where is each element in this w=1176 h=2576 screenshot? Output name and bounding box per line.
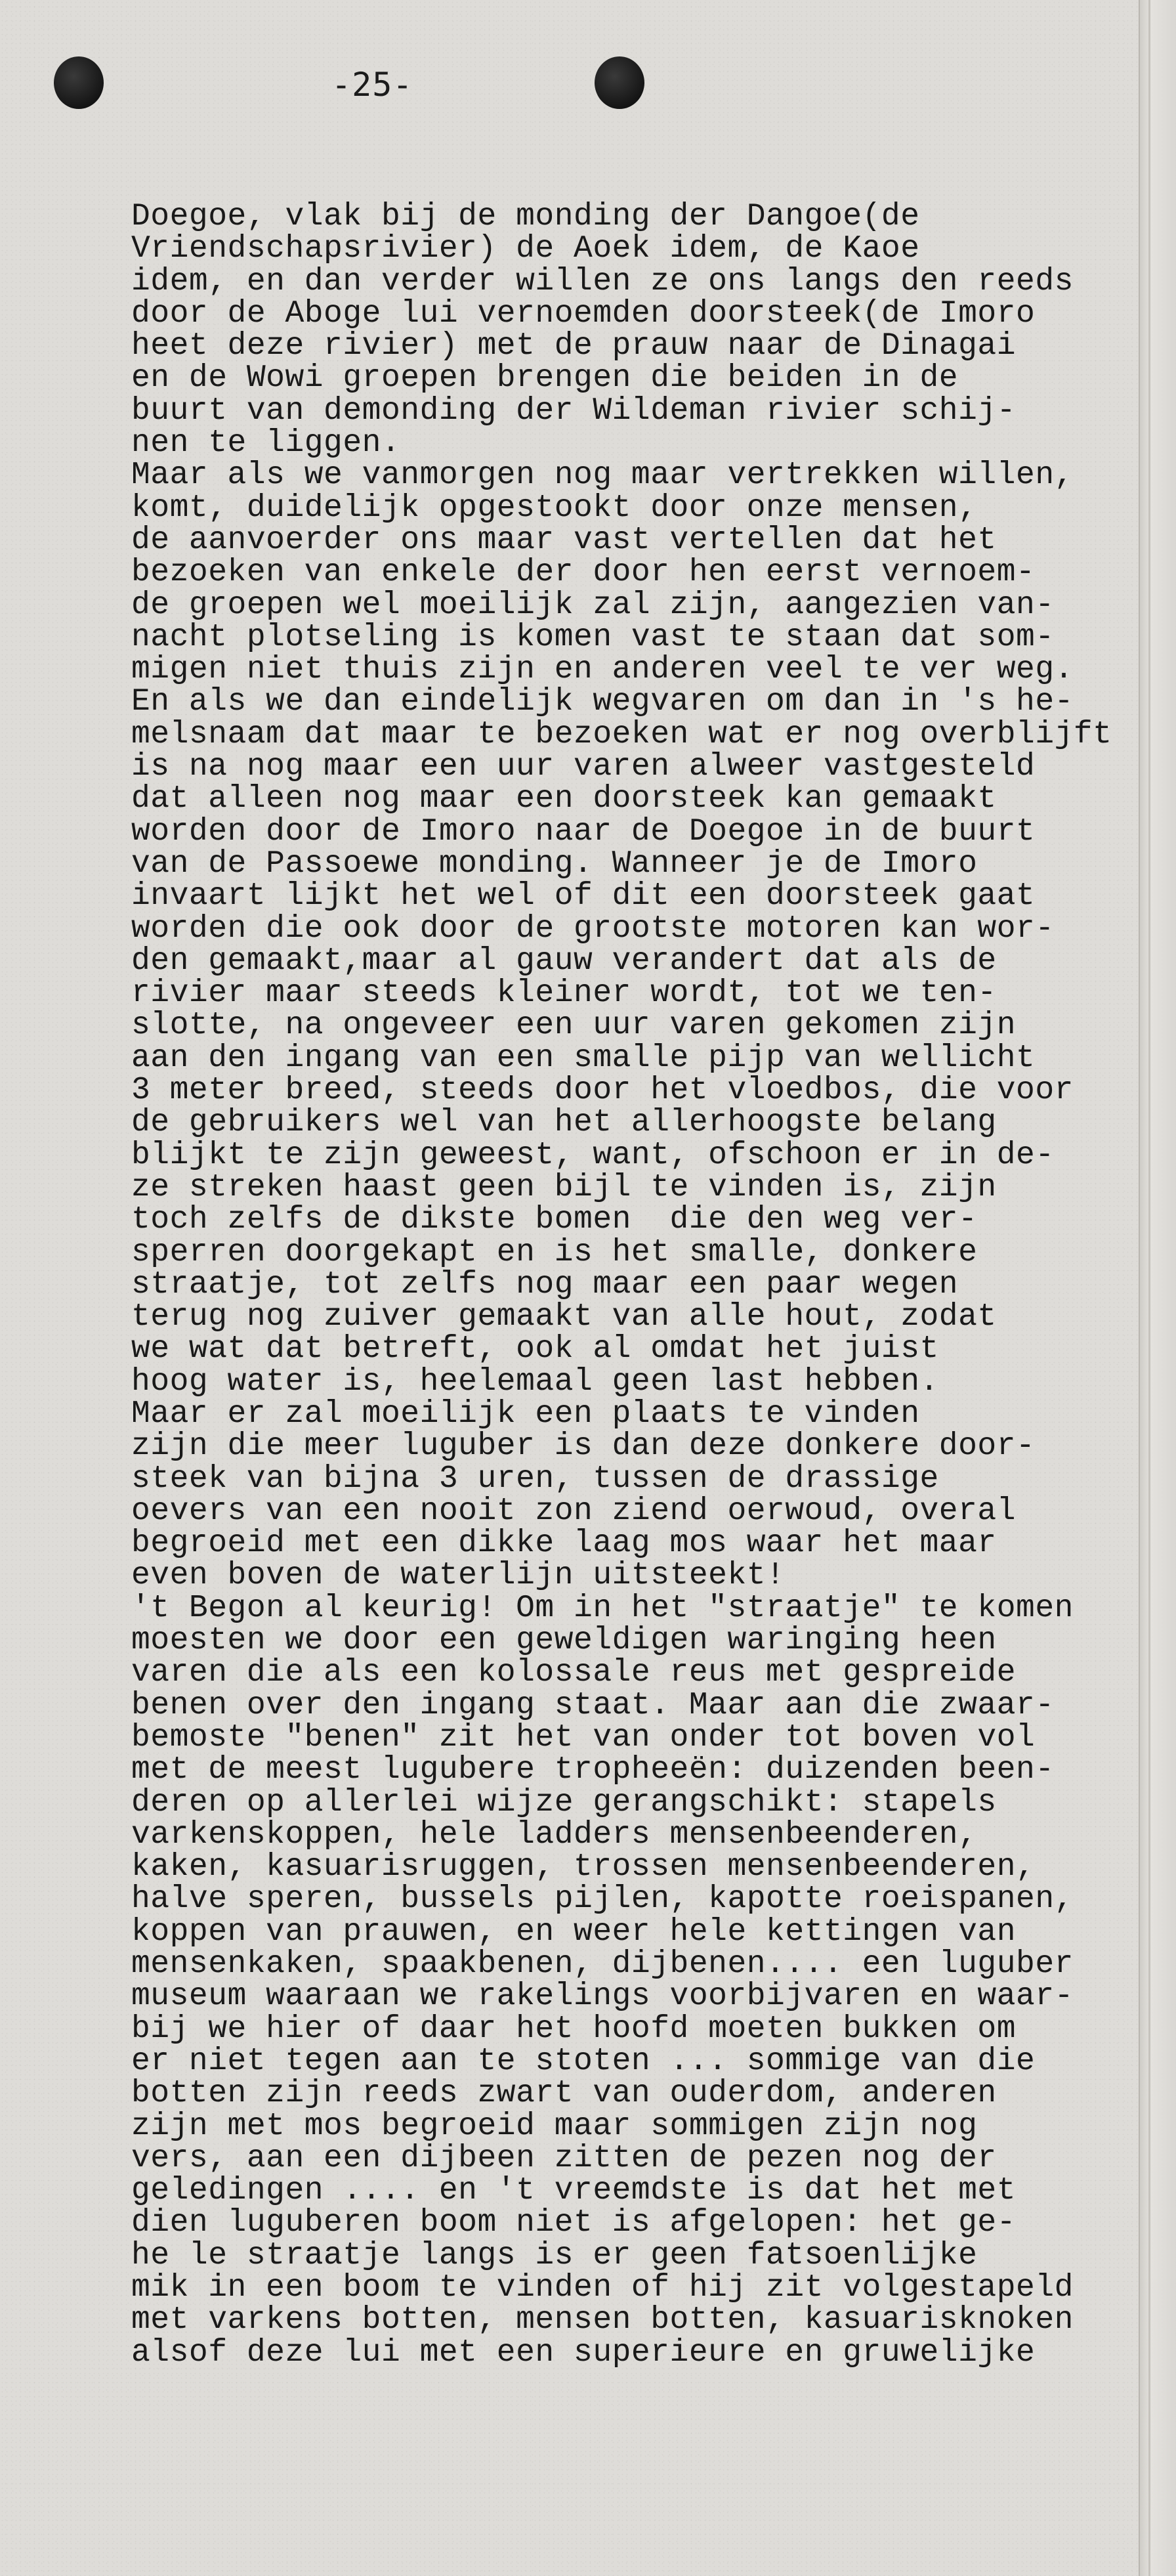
text-line: aan den ingang van een smalle pijp van wellicht xyxy=(131,1040,1036,1076)
text-line: rivier maar steeds kleiner wordt, tot we ten- xyxy=(131,976,997,1012)
text-line: Maar er zal moeilijk een plaats te vinden xyxy=(131,1396,920,1432)
text-line: terug nog zuiver gemaakt van alle hout, zodat xyxy=(131,1299,997,1335)
typewritten-text xyxy=(131,201,1116,2369)
text-line: dien luguberen boom niet is afgelopen: het ge- xyxy=(131,2205,1017,2241)
text-line: koppen van prauwen, en weer hele kettingen van xyxy=(131,1914,1017,1950)
text-line: 3 meter breed, steeds door het vloedbos, die voor xyxy=(131,1073,1074,1109)
text-line: nacht plotseling is komen vast te staan dat som- xyxy=(131,619,1055,655)
text-line: halve speren, bussels pijlen, kapotte roeispanen, xyxy=(131,1881,1074,1918)
text-line: bemoste "benen" zit het van onder tot boven vol xyxy=(131,1719,1036,1755)
text-line: de gebruikers wel van het allerhoogste belang xyxy=(131,1105,997,1141)
text-line: bij we hier of daar het hoofd moeten bukken om xyxy=(131,2011,1017,2047)
text-line: toch zelfs de dikste bomen die den weg ver- xyxy=(131,1202,978,1238)
text-line: buurt van demonding der Wildeman rivier schij- xyxy=(131,393,1017,429)
text-line: is na nog maar een uur varen alweer vastgesteld xyxy=(131,749,1036,785)
text-line: we wat dat betreft, ook al omdat het juist xyxy=(131,1331,939,1367)
text-line: deren op allerlei wijze gerangschikt: stapels xyxy=(131,1784,997,1820)
text-line: museum waaraan we rakelings voorbijvaren en waar- xyxy=(131,1979,1074,2015)
text-line: he le straatje langs is er geen fatsoenlijke xyxy=(131,2237,978,2273)
text-line: de aanvoerder ons maar vast vertellen dat het xyxy=(131,522,997,558)
text-line: vers, aan een dijbeen zitten de pezen nog der xyxy=(131,2140,997,2176)
text-line: Doegoe, vlak bij de monding der Dangoe(de xyxy=(131,199,920,234)
text-line: zijn met mos begroeid maar sommigen zijn nog xyxy=(131,2108,978,2144)
text-line: worden door de Imoro naar de Doegoe in de buurt xyxy=(131,813,1036,849)
text-line: komt, duidelijk opgestookt door onze mensen, xyxy=(131,490,978,526)
text-line: slotte, na ongeveer een uur varen gekomen zijn xyxy=(131,1008,1017,1044)
text-line: Vriendschapsrivier) de Aoek idem, de Kaoe xyxy=(131,231,920,267)
text-line: hoog water is, heelemaal geen last hebben. xyxy=(131,1363,939,1400)
text-line: melsnaam dat maar te bezoeken wat er nog overblijft xyxy=(131,716,1112,752)
punch-hole-right xyxy=(595,56,644,109)
text-line: blijkt te zijn geweest, want, ofschoon er in de- xyxy=(131,1137,1055,1173)
text-line: er niet tegen aan te stoten ... sommige van die xyxy=(131,2043,1036,2079)
text-line: straatje, tot zelfs nog maar een paar wegen xyxy=(131,1266,959,1302)
text-line: bezoeken van enkele der door hen eerst vernoem- xyxy=(131,555,1036,591)
text-line: botten zijn reeds zwart van ouderdom, anderen xyxy=(131,2076,997,2112)
text-line: en de Wowi groepen brengen die beiden in de xyxy=(131,360,959,397)
text-line: migen niet thuis zijn en anderen veel te ver weg. xyxy=(131,652,1074,688)
text-line: met varkens botten, mensen botten, kasuarisknoken xyxy=(131,2302,1074,2338)
text-line: idem, en dan verder willen ze ons langs den reeds xyxy=(131,263,1074,299)
text-line: benen over den ingang staat. Maar aan die zwaar- xyxy=(131,1687,1055,1723)
text-line: geledingen .... en 't vreemdste is dat het met xyxy=(131,2173,1017,2209)
text-line: den gemaakt,maar al gauw verandert dat als de xyxy=(131,943,997,979)
page-number: -25- xyxy=(331,66,413,104)
text-line: kaken, kasuarisruggen, trossen mensenbeenderen, xyxy=(131,1849,1036,1885)
text-line: nen te liggen. xyxy=(131,425,401,462)
page-edge xyxy=(1139,0,1176,2576)
text-line: alsof deze lui met een superieure en gruwelijke xyxy=(131,2334,1036,2371)
text-line: sperren doorgekapt en is het smalle, donkere xyxy=(131,1234,978,1270)
text-line: heet deze rivier) met de prauw naar de Dinagai xyxy=(131,328,1017,364)
text-line: moesten we door een geweldigen waringing heen xyxy=(131,1623,997,1659)
text-line: steek van bijna 3 uren, tussen de drassige xyxy=(131,1461,939,1497)
text-line: even boven de waterlijn uitsteekt! xyxy=(131,1558,786,1594)
text-line: zijn die meer luguber is dan deze donkere door- xyxy=(131,1428,1036,1465)
text-line: van de Passoewe monding. Wanneer je de Imoro xyxy=(131,846,978,882)
punch-hole-left xyxy=(54,56,104,109)
text-line: met de meest lugubere tropheeën: duizenden been- xyxy=(131,1752,1055,1788)
text-line: ze streken haast geen bijl te vinden is, zijn xyxy=(131,1169,997,1205)
text-line: dat alleen nog maar een doorsteek kan gemaakt xyxy=(131,781,997,817)
text-line: mik in een boom te vinden of hij zit volgestapeld xyxy=(131,2270,1074,2306)
text-line: 't Begon al keurig! Om in het "straatje" te komen xyxy=(131,1590,1074,1626)
text-line: varkenskoppen, hele ladders mensenbeenderen, xyxy=(131,1816,978,1853)
text-line: En als we dan eindelijk wegvaren om dan in 's he- xyxy=(131,684,1074,720)
text-line: de groepen wel moeilijk zal zijn, aangezien van- xyxy=(131,587,1055,623)
text-line: varen die als een kolossale reus met gespreide xyxy=(131,1655,1017,1691)
page-edge-line xyxy=(1148,0,1150,2576)
text-line: Maar als we vanmorgen nog maar vertrekken willen, xyxy=(131,458,1074,494)
text-line: mensenkaken, spaakbenen, dijbenen.... een luguber xyxy=(131,1946,1074,1983)
text-line: begroeid met een dikke laag mos waar het maar xyxy=(131,1526,997,1562)
text-line: oevers van een nooit zon ziend oerwoud, overal xyxy=(131,1493,1017,1529)
text-line: invaart lijkt het wel of dit een doorsteek gaat xyxy=(131,878,1036,914)
text-line: worden die ook door de grootste motoren kan wor- xyxy=(131,911,1055,947)
text-line: door de Aboge lui vernoemden doorsteek(de Imoro xyxy=(131,295,1036,332)
